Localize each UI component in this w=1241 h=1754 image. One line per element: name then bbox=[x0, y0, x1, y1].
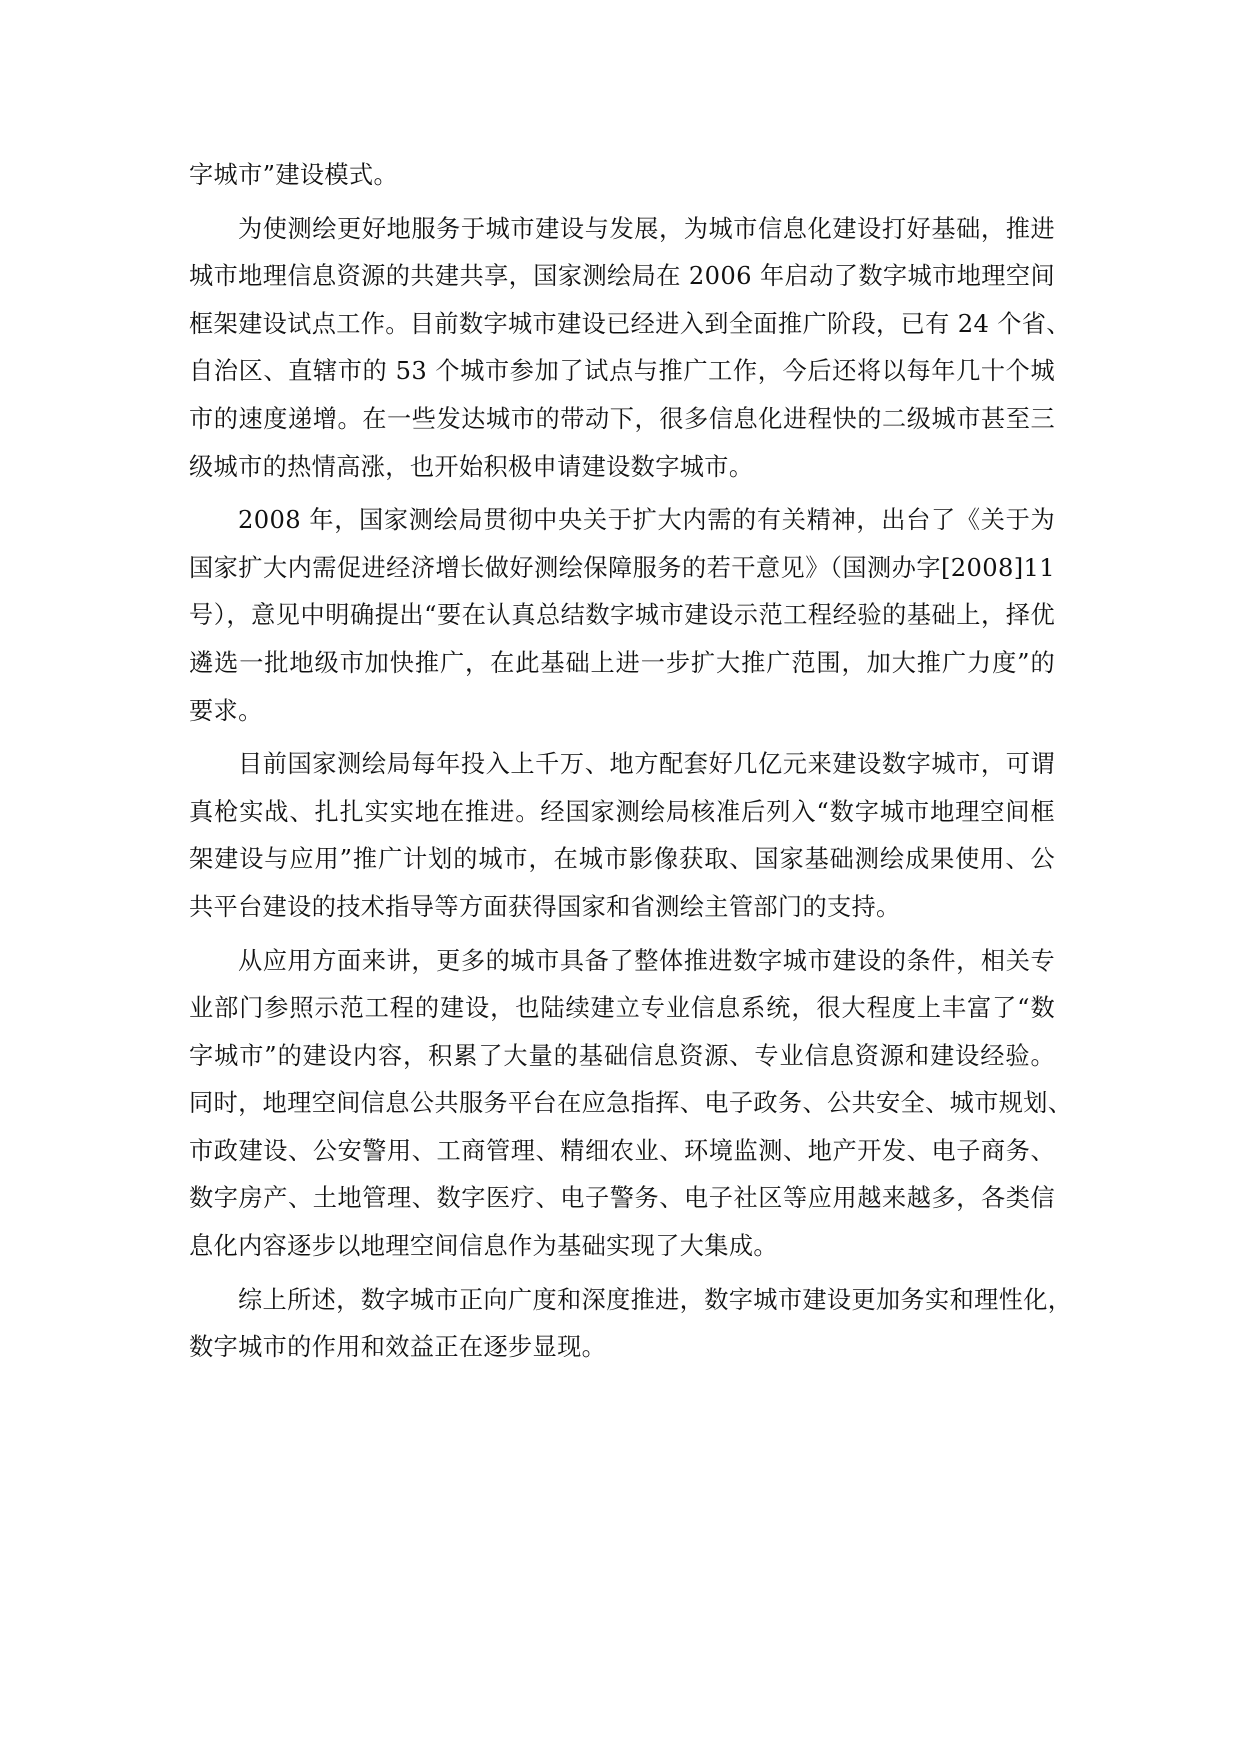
paragraph-line: 业部门参照示范工程的建设，也陆续建立专业信息系统，很大程度上丰富了“数 bbox=[189, 994, 1055, 1023]
paragraph-line: 框架建设试点工作。目前数字城市建设已经进入到全面推广阶段，已有 24 个省、 bbox=[189, 309, 1071, 338]
paragraph-line: 为使测绘更好地服务于城市建设与发展，为城市信息化建设打好基础，推进 bbox=[238, 214, 1055, 243]
paragraph bbox=[189, 938, 1073, 1271]
paragraph bbox=[189, 152, 1055, 200]
paragraph-line: 国家扩大内需促进经济增长做好测绘保障服务的若干意见》（国测办字[2008]11 bbox=[189, 553, 1055, 582]
paragraph-line: 遴选一批地级市加快推广，在此基础上进一步扩大推广范围，加大推广力度”的 bbox=[189, 648, 1055, 677]
paragraph-line: 同时，地理空间信息公共服务平台在应急指挥、电子政务、公共安全、城市规划、 bbox=[189, 1089, 1073, 1118]
paragraph-line: 字城市”的建设内容，积累了大量的基础信息资源、专业信息资源和建设经验。 bbox=[189, 1041, 1055, 1070]
paragraph-line: 市政建设、公安警用、工商管理、精细农业、环境监测、地产开发、电子商务、 bbox=[189, 1136, 1055, 1165]
paragraph-line: 级城市的热情高涨，也开始积极申请建设数字城市。 bbox=[189, 452, 754, 481]
paragraph-line: 目前国家测绘局每年投入上千万、地方配套好几亿元来建设数字城市，可谓 bbox=[238, 750, 1055, 779]
paragraph-line: 综上所述，数字城市正向广度和深度推进，数字城市建设更加务实和理性化， bbox=[238, 1285, 1073, 1314]
paragraph bbox=[189, 1277, 1073, 1372]
paragraph-line: 字城市”建设模式。 bbox=[189, 161, 399, 189]
paragraph bbox=[189, 497, 1055, 735]
paragraph-line: 架建设与应用”推广计划的城市，在城市影像获取、国家基础测绘成果使用、公 bbox=[189, 845, 1055, 874]
paragraph bbox=[189, 741, 1055, 931]
paragraph-line: 2008 年，国家测绘局贯彻中央关于扩大内需的有关精神，出台了《关于为 bbox=[238, 506, 1055, 535]
paragraph-line: 号），意见中明确提出“要在认真总结数字城市建设示范工程经验的基础上，择优 bbox=[189, 601, 1055, 630]
paragraph bbox=[189, 206, 1071, 492]
paragraph-line: 数字房产、土地管理、数字医疗、电子警务、电子社区等应用越来越多，各类信 bbox=[189, 1184, 1055, 1213]
paragraph-line: 要求。 bbox=[189, 696, 263, 725]
paragraph-line: 市的速度递增。在一些发达城市的带动下，很多信息化进程快的二级城市甚至三 bbox=[189, 404, 1055, 433]
paragraph-line: 数字城市的作用和效益正在逐步显现。 bbox=[189, 1333, 607, 1362]
paragraph-line: 共平台建设的技术指导等方面获得国家和省测绘主管部门的支持。 bbox=[189, 892, 901, 921]
paragraph-line: 城市地理信息资源的共建共享，国家测绘局在 2006 年启动了数字城市地理空间 bbox=[189, 262, 1055, 291]
document-body bbox=[189, 152, 1073, 1372]
paragraph-line: 真枪实战、扎扎实实地在推进。经国家测绘局核准后列入“数字城市地理空间框 bbox=[189, 797, 1055, 826]
paragraph-line: 息化内容逐步以地理空间信息作为基础实现了大集成。 bbox=[189, 1232, 778, 1261]
paragraph-line: 自治区、直辖市的 53 个城市参加了试点与推广工作，今后还将以每年几十个城 bbox=[189, 357, 1055, 386]
paragraph-line: 从应用方面来讲，更多的城市具备了整体推进数字城市建设的条件，相关专 bbox=[238, 946, 1055, 975]
